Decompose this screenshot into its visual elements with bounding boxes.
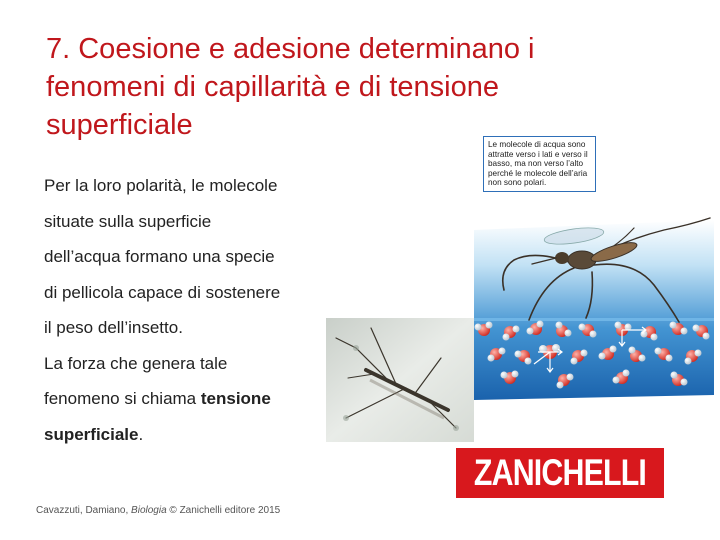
- caption-line: attratte verso i lati e verso il: [488, 149, 588, 159]
- body-line: La forza che genera tale: [44, 353, 228, 373]
- body-line: situate sulla superficie: [44, 211, 212, 231]
- mosquito-water-illustration: [474, 190, 714, 400]
- body-line-text: fenomeno si chiama: [44, 389, 201, 408]
- bold-term: tensione: [200, 389, 271, 408]
- water-strider-photo: [326, 318, 474, 442]
- footer-credit: [36, 505, 280, 516]
- slide-title: [46, 30, 646, 144]
- footer-book: Biologia: [131, 505, 167, 516]
- title-line: 7. Coesione e adesione determinano i: [46, 33, 535, 65]
- body-line: [44, 381, 334, 417]
- footer-publisher: © Zanichelli editore 2015: [166, 505, 281, 516]
- title-line: fenomeni di capillarità e di tensione: [46, 71, 499, 103]
- title-line: superficiale: [46, 109, 193, 141]
- footer-authors: Cavazzuti, Damiano,: [36, 505, 132, 516]
- caption-line: perché le molecole dell’aria: [488, 168, 588, 178]
- body-line: Per la loro polarità, le molecole: [44, 176, 278, 195]
- caption-line: Le molecole di acqua sono: [488, 140, 586, 149]
- body-line: dell’acqua formano una specie: [44, 247, 275, 266]
- illustration-caption: [483, 136, 596, 192]
- logo-text: ZANICHELLI: [473, 452, 647, 493]
- zanichelli-logo: [456, 448, 664, 498]
- body-line-text: .: [138, 424, 144, 444]
- body-line: di pellicola capace di sostenere: [44, 282, 281, 302]
- body-text: [44, 168, 334, 452]
- body-line: il peso dell’insetto.: [44, 318, 183, 337]
- caption-line: non sono polari.: [488, 178, 547, 188]
- body-line: [44, 417, 334, 453]
- bold-term: superficiale: [44, 424, 139, 444]
- caption-line: basso, ma non verso l’alto: [488, 159, 584, 169]
